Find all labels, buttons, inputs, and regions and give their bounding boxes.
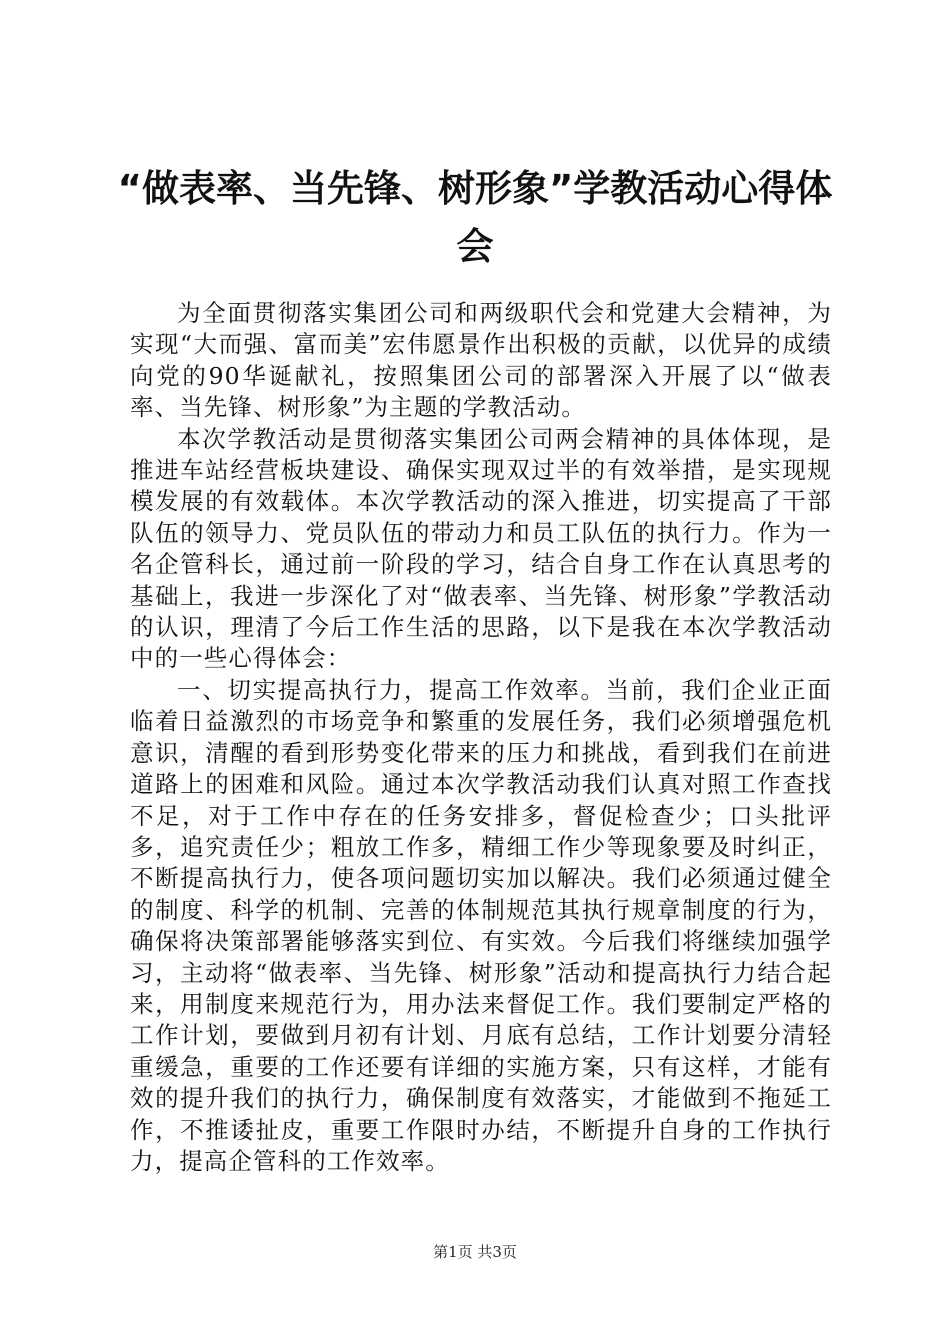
paragraph-intro: 为全面贯彻落实集团公司和两级职代会和党建大会精神，为实现“大而强、富而美”宏伟愿景作出积极的贡献，以优异的成绩向党的90华诞献礼，按照集团公司的部署深入开展了以“做表率、当先锋、树形象”为主题的学教活动。 [130,299,832,422]
document-body [130,298,832,1177]
page-footer: 第1页 共3页 [433,1243,517,1261]
document-title: “做表率、当先锋、树形象”学教活动心得体会 [117,167,833,268]
paragraph-background: 本次学教活动是贯彻落实集团公司两会精神的具体体现，是推进车站经营板块建设、确保实现双过半的有效举措，是实现规模发展的有效载体。本次学教活动的深入推进，切实提高了干部队伍的领导力、党员队伍的带动力和员工队伍的执行力。作为一名企管科长，通过前一阶段的学习，结合自身工作在认真思考的基础上，我进一步深化了对“做表率、当先锋、树形象”学教活动的认识，理清了今后工作生活的思路，以下是我在本次学教活动中的一些心得体会： [130,424,832,673]
paragraph-point-one: 一、切实提高执行力，提高工作效率。当前，我们企业正面临着日益激烈的市场竞争和繁重的发展任务，我们必须增强危机意识，清醒的看到形势变化带来的压力和挑战，看到我们在前进道路上的困难和风险。通过本次学教活动我们认真对照工作查找不足，对于工作中存在的任务安排多，督促检查少；口头批评多，追究责任少；粗放工作多，精细工作少等现象要及时纠正，不断提高执行力，使各项问题切实加以解决。我们必须通过健全的制度、科学的机制、完善的体制规范其执行规章制度的行为，确保将决策部署能够落实到位、有实效。今后我们将继续加强学习，主动将“做表率、当先锋、树形象”活动和提高执行力结合起来，用制度来规范行为，用办法来督促工作。我们要制定严格的工作计划，要做到月初有计划、月底有总结，工作计划要分清轻重缓急，重要的工作还要有详细的实施方案，只有这样，才能有效的提升我们的执行力，确保制度有效落实，才能做到不拖延工作，不推诿扯皮，重要工作限时办结，不断提升自身的工作执行力，提高企管科的工作效率。 [130,675,832,1175]
